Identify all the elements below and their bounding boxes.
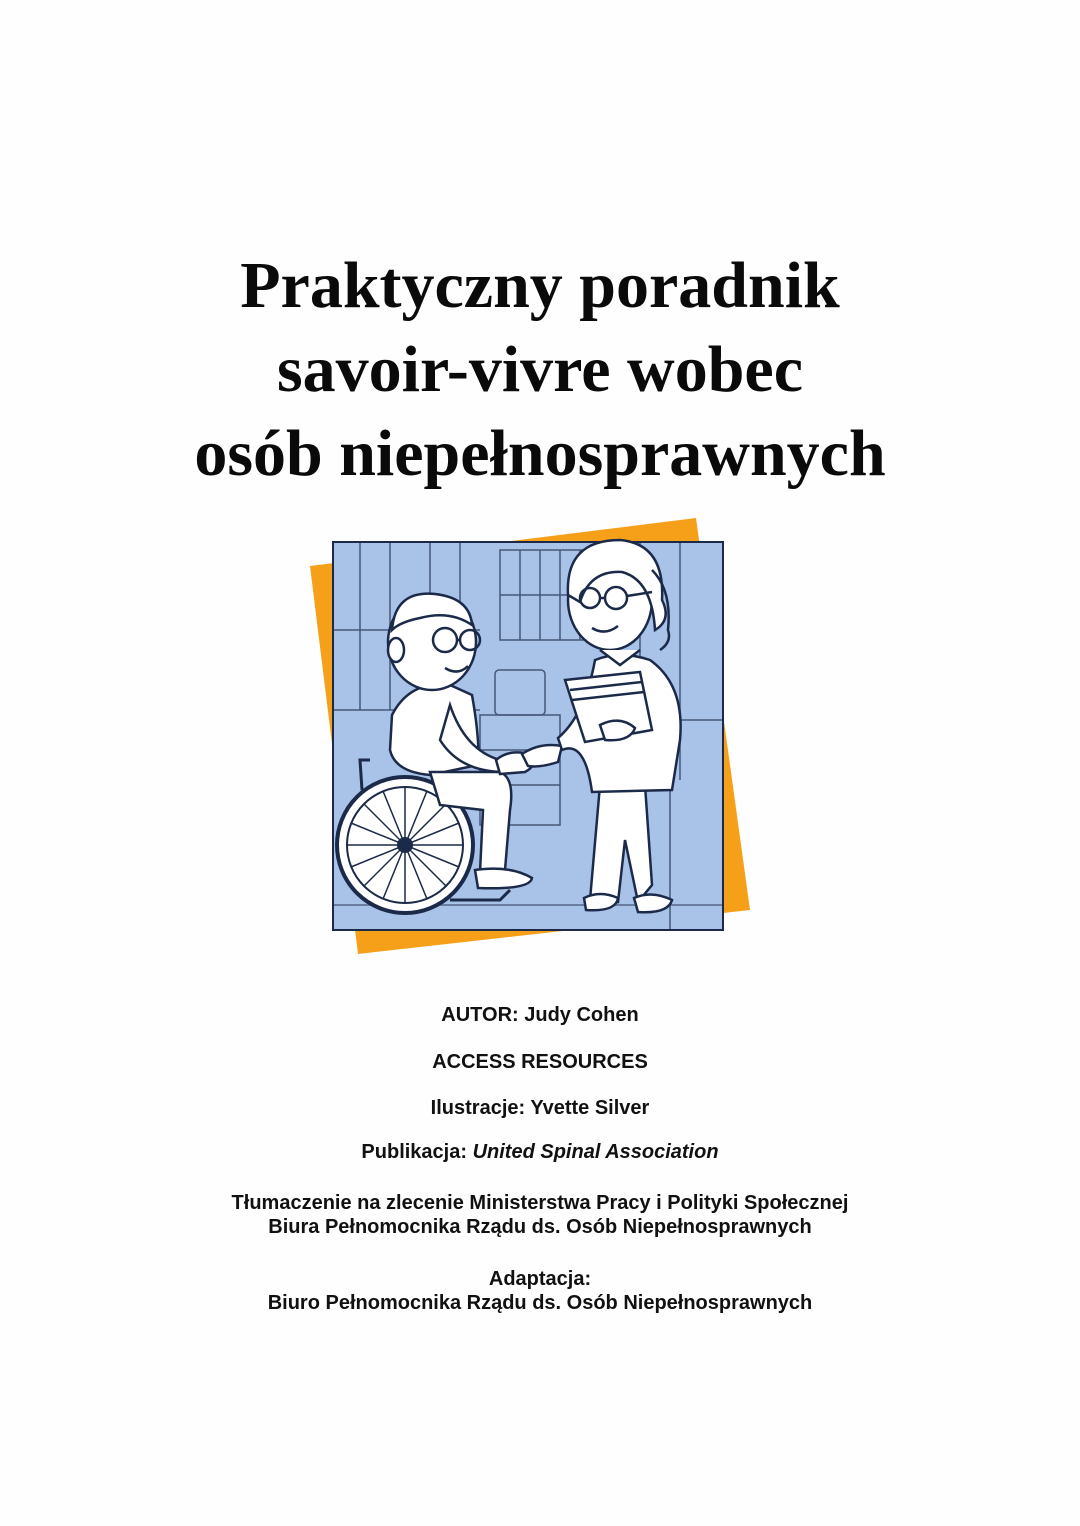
organization-name: ACCESS RESOURCES (432, 1051, 648, 1073)
translation-line-2: Biura Pełnomocnika Rządu ds. Osób Niepełnosprawnych (268, 1216, 812, 1238)
illustrations-line (0, 1096, 1080, 1120)
organization-line (0, 1050, 1080, 1074)
author-name: Judy Cohen (524, 1004, 639, 1026)
translation-line-1: Tłumaczenie na zlecenie Ministerstwa Pracy i Polityki Społecznej (231, 1192, 849, 1214)
author-line (0, 1003, 1080, 1027)
publication-name: United Spinal Association (472, 1141, 719, 1163)
illustrations-label: Ilustracje: (430, 1097, 526, 1119)
title-line-2: savoir-vivre wobec (276, 333, 804, 406)
adaptation-name: Biuro Pełnomocnika Rządu ds. Osób Niepełnosprawnych (267, 1292, 813, 1314)
scene-panel (333, 540, 723, 930)
translation-block (0, 1191, 1080, 1239)
publication-line (0, 1140, 1080, 1164)
adaptation-block (0, 1267, 1080, 1315)
title-line-3: osób niepełnosprawnych (194, 417, 886, 490)
cover-illustration (300, 510, 760, 970)
publication-label: Publikacja: (361, 1141, 468, 1163)
cover-title (0, 244, 1080, 496)
title-line-1: Praktyczny poradnik (240, 249, 840, 322)
illustrations-name: Yvette Silver (530, 1097, 650, 1119)
author-label: AUTOR: (441, 1004, 519, 1026)
adaptation-label: Adaptacja: (488, 1268, 592, 1290)
